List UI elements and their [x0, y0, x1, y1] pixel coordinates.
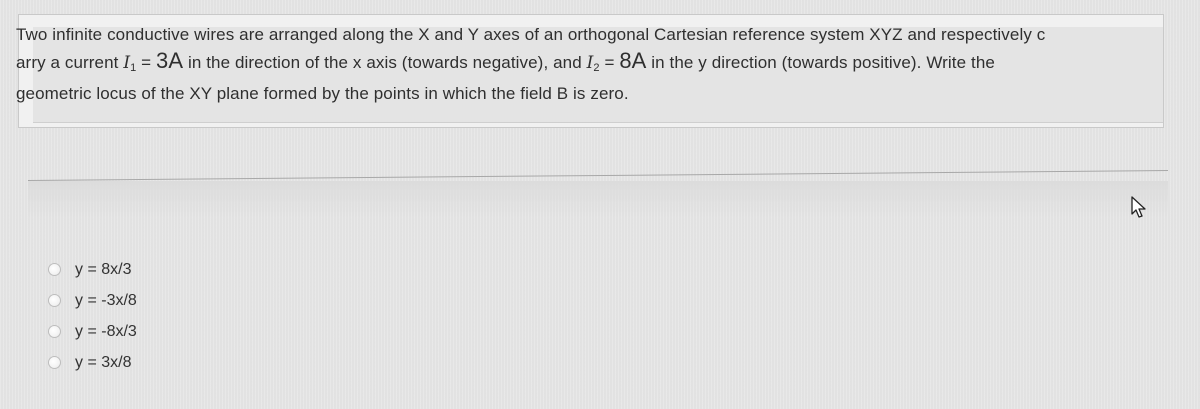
answer-option-4[interactable]	[48, 347, 448, 378]
question-line-2-mid: in the direction of the x axis (towards negative), and	[183, 53, 587, 72]
question-text	[16, 22, 1141, 107]
question-line-1: Two infinite conductive wires are arranged along the X and Y axes of an orthogonal Cartesian reference system XYZ and respectively c	[16, 25, 1046, 44]
answer-option-label: y = 3x/8	[75, 353, 132, 371]
radio-button-icon[interactable]	[48, 294, 61, 307]
current-i1-value: 3A	[156, 48, 184, 73]
current-i1-subscript: 1	[130, 62, 137, 74]
radio-button-icon[interactable]	[48, 356, 61, 369]
mouse-pointer-icon	[1130, 196, 1150, 220]
radio-button-icon[interactable]	[48, 263, 61, 276]
answer-option-2[interactable]	[48, 285, 448, 316]
question-line-2	[16, 48, 1141, 81]
current-i1-symbol: I	[123, 53, 131, 73]
current-i2-equals: =	[599, 53, 620, 72]
question-line-3: geometric locus of the XY plane formed by the points in which the field B is zero.	[16, 84, 629, 103]
current-i1-equals: =	[136, 53, 157, 72]
answer-option-1[interactable]	[48, 254, 448, 285]
current-i2-value: 8A	[619, 48, 647, 73]
question-line-2-prefix: arry a current	[16, 53, 124, 72]
answer-options	[48, 254, 448, 378]
divider-shadow	[28, 181, 1168, 217]
current-i2-subscript: 2	[593, 62, 600, 74]
answer-option-label: y = -3x/8	[75, 291, 137, 309]
question-line-2-suffix: in the y direction (towards positive). Write the	[646, 53, 995, 72]
answer-option-label: y = -8x/3	[75, 322, 137, 340]
section-divider	[28, 170, 1168, 181]
answer-option-3[interactable]	[48, 316, 448, 347]
current-i2-symbol: I	[586, 53, 594, 73]
radio-button-icon[interactable]	[48, 325, 61, 338]
answer-option-label: y = 8x/3	[75, 260, 132, 278]
